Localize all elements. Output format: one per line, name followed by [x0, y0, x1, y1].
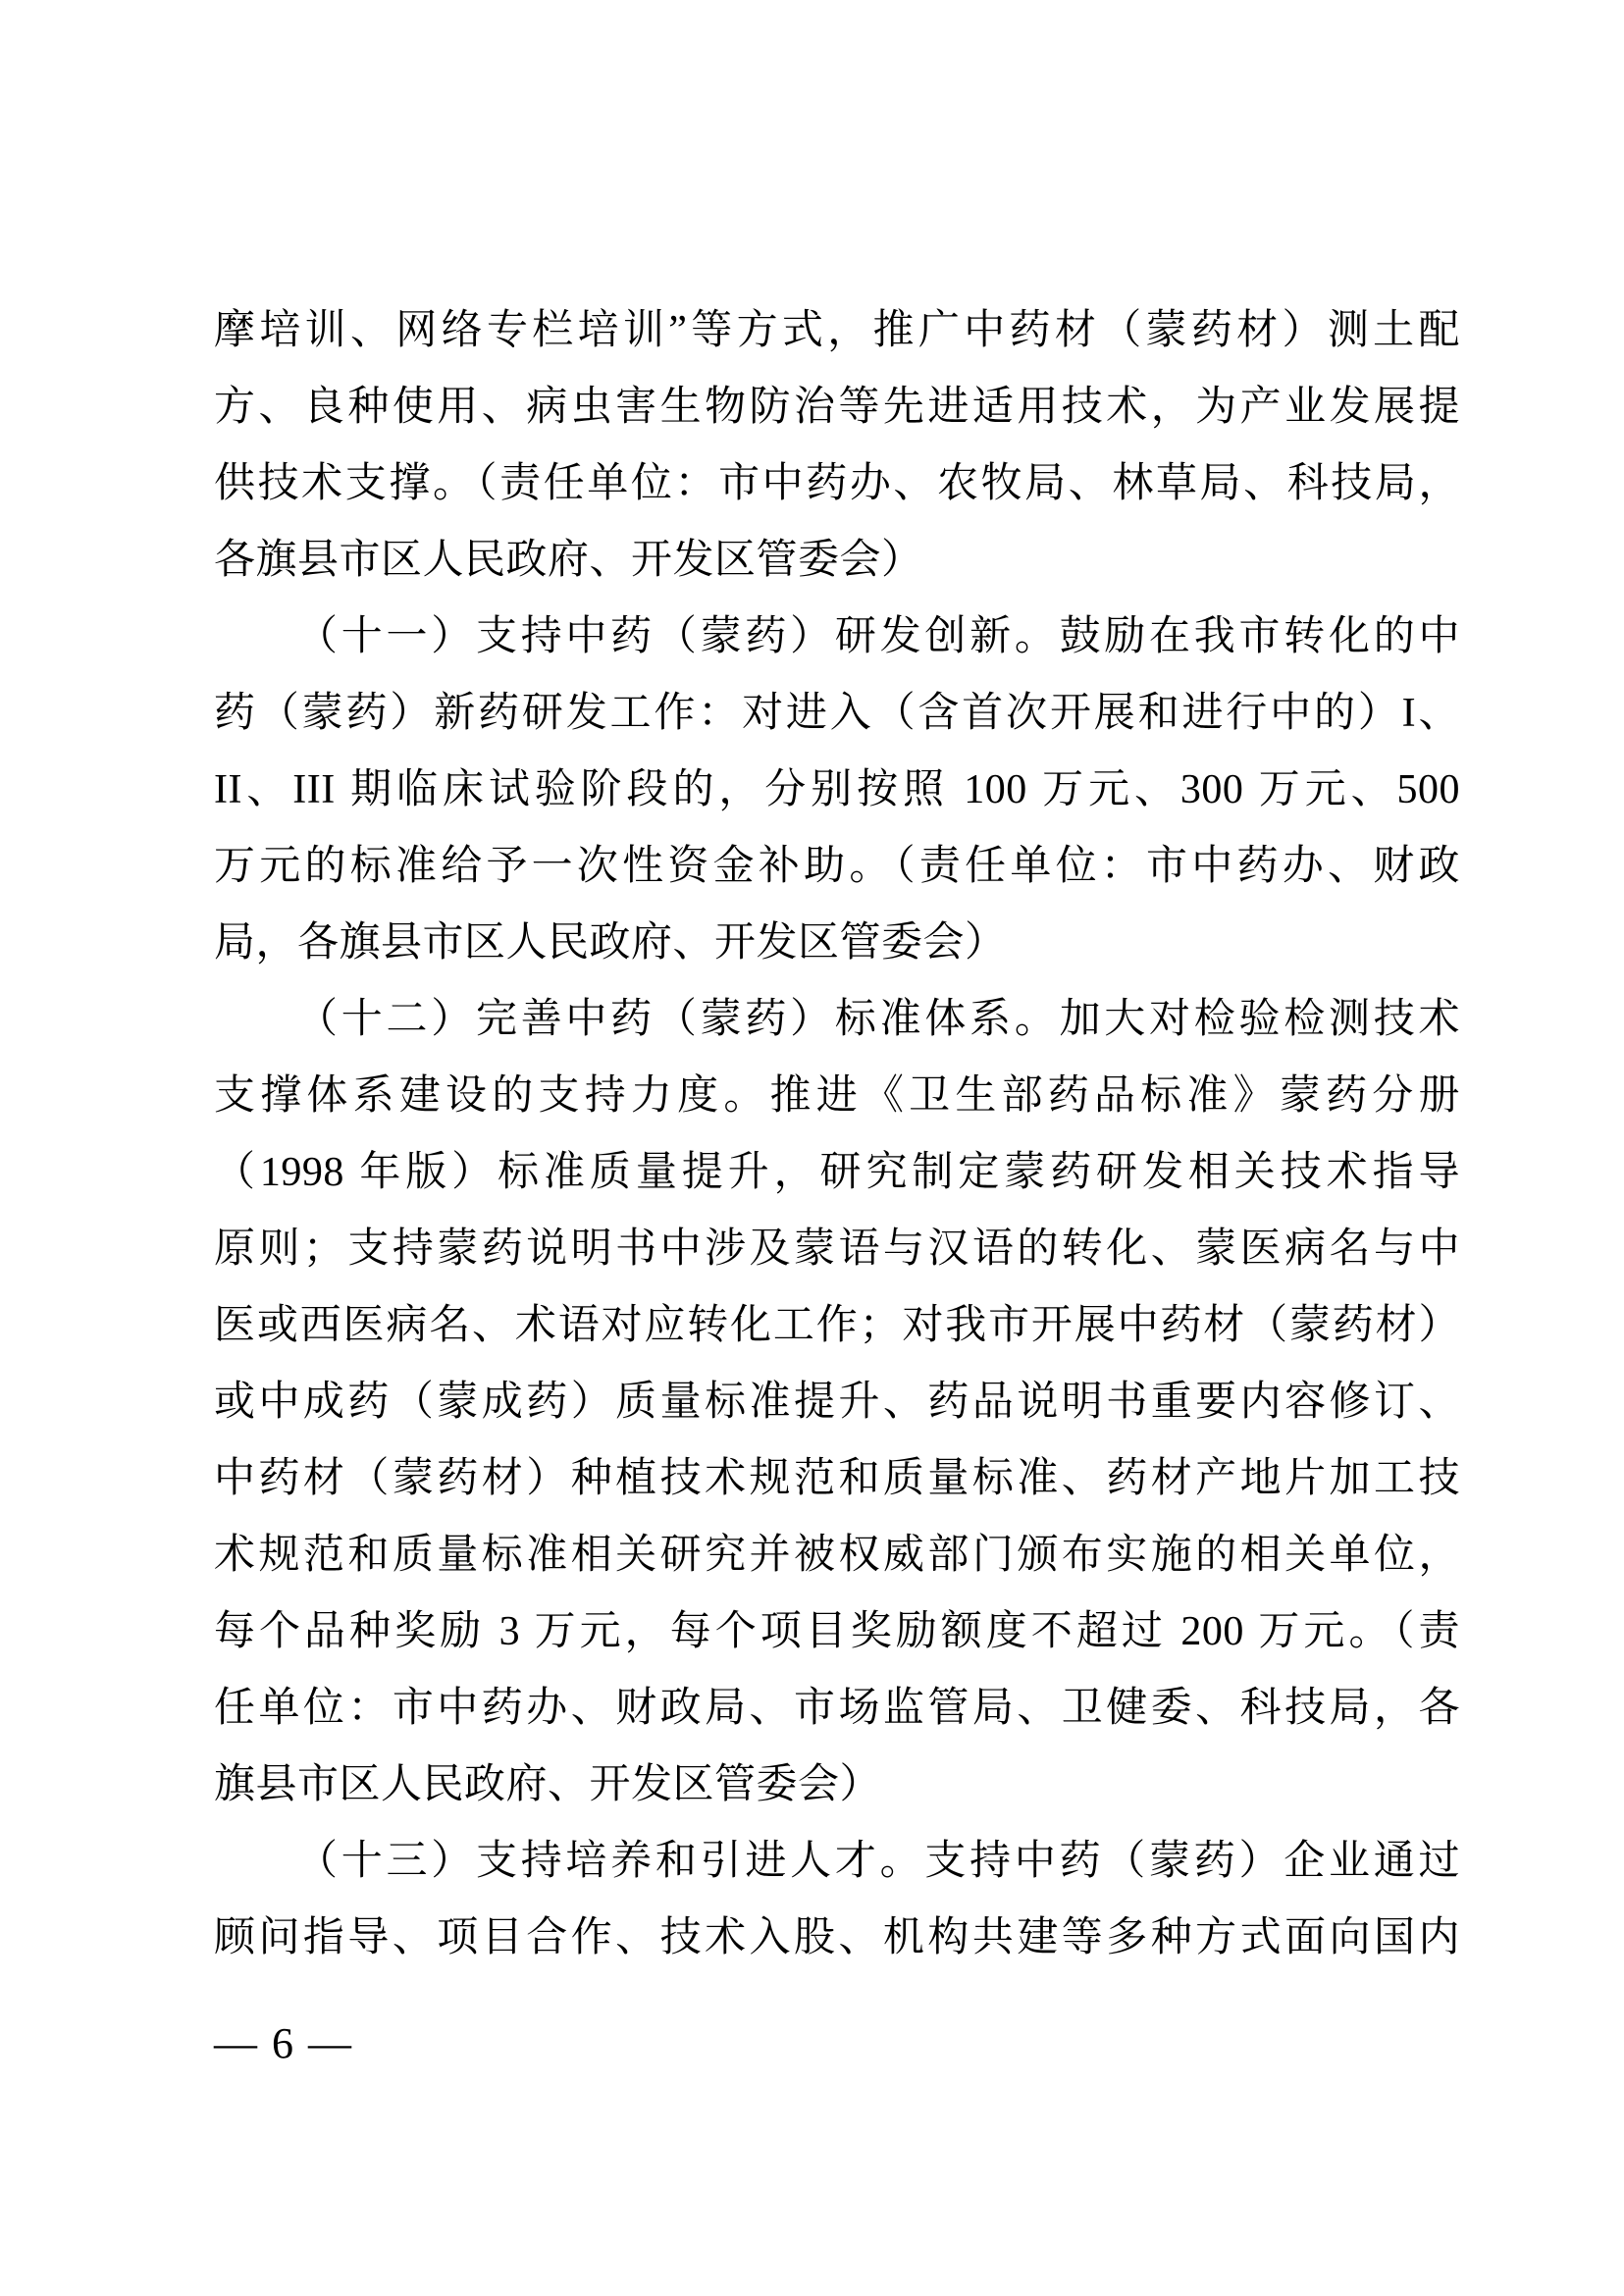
body-line: 万元的标准给予一次性资金补助。（责任单位：市中药办、财政	[214, 844, 1460, 889]
body-line: 摩培训、网络专栏培训”等方式，推广中药材（蒙药材）测土配	[214, 308, 1460, 353]
body-line: 顾问指导、项目合作、技术入股、机构共建等多种方式面向国内	[214, 1915, 1460, 1960]
body-line: （1998 年版）标准质量提升，研究制定蒙药研发相关技术指导	[214, 1150, 1460, 1195]
body-line: 或中成药（蒙成药）质量标准提升、药品说明书重要内容修订、	[214, 1380, 1460, 1425]
body-line: 术规范和质量标准相关研究并被权威部门颁布实施的相关单位，	[214, 1533, 1460, 1578]
body-line: 供技术支撑。（责任单位：市中药办、农牧局、林草局、科技局，	[214, 461, 1460, 506]
body-line: 每个品种奖励 3 万元，每个项目奖励额度不超过 200 万元。（责	[214, 1609, 1460, 1654]
page-number: — 6 —	[214, 2019, 353, 2067]
body-line: （十二）完善中药（蒙药）标准体系。加大对检验检测技术	[296, 997, 1460, 1042]
body-line: 原则；支持蒙药说明书中涉及蒙语与汉语的转化、蒙医病名与中	[214, 1226, 1460, 1272]
body-line: 中药材（蒙药材）种植技术规范和质量标准、药材产地片加工技	[214, 1456, 1460, 1501]
body-line: 方、良种使用、病虫害生物防治等先进适用技术，为产业发展提	[214, 385, 1460, 430]
body-line: 局，各旗县市区人民政府、开发区管委会）	[214, 920, 1007, 965]
body-line: 药（蒙药）新药研发工作：对进入（含首次开展和进行中的）I、	[214, 691, 1460, 736]
body-line: 支撑体系建设的支持力度。推进《卫生部药品标准》蒙药分册	[214, 1073, 1460, 1119]
body-line: 旗县市区人民政府、开发区管委会）	[214, 1762, 882, 1807]
body-line: （十一）支持中药（蒙药）研发创新。鼓励在我市转化的中	[296, 614, 1460, 659]
body-line: II、III 期临床试验阶段的，分别按照 100 万元、300 万元、500	[214, 767, 1460, 812]
body-line: 各旗县市区人民政府、开发区管委会）	[214, 538, 923, 583]
body-line: （十三）支持培养和引进人才。支持中药（蒙药）企业通过	[296, 1839, 1460, 1884]
body-line: 任单位：市中药办、财政局、市场监管局、卫健委、科技局，各	[214, 1686, 1460, 1731]
document-body	[214, 292, 1460, 1976]
body-line: 医或西医病名、术语对应转化工作；对我市开展中药材（蒙药材）	[214, 1303, 1460, 1348]
